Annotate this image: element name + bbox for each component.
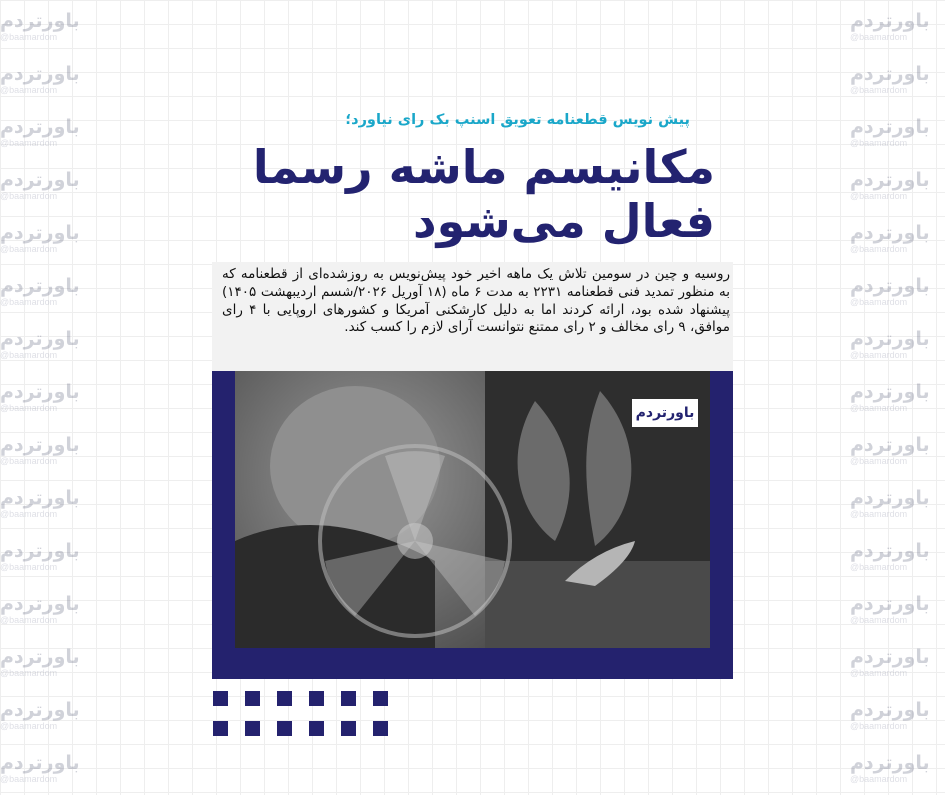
photo-logo: باورتردم [632,399,698,427]
watermark-logo: باورتردم [0,434,80,456]
watermark-handle: @baamardom [850,668,908,678]
watermark-item [0,0,95,53]
watermark-item [850,424,945,477]
watermark-item [0,689,95,742]
watermark-logo: باورتردم [0,328,80,350]
watermark-logo: باورتردم [0,699,80,721]
watermark-logo: باورتردم [850,699,930,721]
watermark-handle: @baamardom [0,456,58,466]
decor-square [277,721,292,736]
watermark-logo: باورتردم [850,328,930,350]
watermark-item [0,477,95,530]
watermark-column-right [850,0,945,784]
watermark-logo: باورتردم [850,487,930,509]
watermark-logo: باورتردم [850,540,930,562]
watermark-item [850,318,945,371]
watermark-handle: @baamardom [850,615,908,625]
decor-square [245,721,260,736]
watermark-item [0,265,95,318]
decor-square [373,691,388,706]
watermark-logo: باورتردم [850,169,930,191]
decor-square [213,721,228,736]
watermark-item [0,53,95,106]
watermark-item [850,0,945,53]
watermark-handle: @baamardom [850,32,908,42]
watermark-logo: باورتردم [0,381,80,403]
radiation-center [397,523,433,559]
watermark-handle: @baamardom [0,562,58,572]
watermark-item [850,106,945,159]
watermark-item [850,53,945,106]
watermark-logo: باورتردم [0,646,80,668]
watermark-logo: باورتردم [850,116,930,138]
watermark-handle: @baamardom [850,85,908,95]
decor-square [341,721,356,736]
watermark-handle: @baamardom [850,509,908,519]
watermark-logo: باورتردم [0,169,80,191]
news-photo [235,371,710,648]
decorative-squares [213,691,393,741]
watermark-handle: @baamardom [850,138,908,148]
watermark-handle: @baamardom [850,456,908,466]
watermark-handle: @baamardom [0,509,58,519]
watermark-item [850,159,945,212]
watermark-handle: @baamardom [0,774,58,784]
watermark-handle: @baamardom [0,85,58,95]
watermark-item [850,212,945,265]
watermark-handle: @baamardom [850,297,908,307]
watermark-logo: باورتردم [0,593,80,615]
watermark-handle: @baamardom [0,191,58,201]
watermark-logo: باورتردم [850,63,930,85]
watermark-item [850,530,945,583]
watermark-logo: باورتردم [850,752,930,774]
watermark-item [0,636,95,689]
watermark-item [850,742,945,795]
watermark-logo: باورتردم [0,10,80,32]
watermark-handle: @baamardom [850,350,908,360]
watermark-handle: @baamardom [0,615,58,625]
decor-square [245,691,260,706]
watermark-logo: باورتردم [850,434,930,456]
watermark-logo: باورتردم [850,381,930,403]
watermark-item [850,636,945,689]
watermark-handle: @baamardom [0,403,58,413]
watermark-logo: باورتردم [0,487,80,509]
watermark-handle: @baamardom [0,350,58,360]
watermark-column-left [0,0,95,784]
watermark-logo: باورتردم [0,275,80,297]
body-text: روسیه و چین در سومین تلاش یک ماهه اخیر خود پیش‌نویس به روزشده‌ای از قطعنامه که به منظور تمدید فنی قطعنامه ۲۲۳۱ به مدت ۶ ماه (۱۸ آوریل ۲۰۲۶/شسم اردیبهشت ۱۴۰۵) پیشنهاد شده بود، ارائه کردند اما به دلیل کارشکنی آمریکا و کشورهای اروپایی با ۴ رای موافق، ۹ رای مخالف و ۲ رای ممتنع نتوانست آرای لازم را کسب کند. [222,266,730,336]
watermark-item [850,689,945,742]
watermark-item [0,106,95,159]
watermark-item [0,159,95,212]
watermark-handle: @baamardom [850,562,908,572]
watermark-item [0,742,95,795]
watermark-handle: @baamardom [0,297,58,307]
decor-square [309,721,324,736]
watermark-handle: @baamardom [0,244,58,254]
watermark-item [850,477,945,530]
watermark-handle: @baamardom [0,721,58,731]
watermark-item [0,583,95,636]
watermark-item [0,318,95,371]
kicker-subtitle: پیش نویس قطعنامه تعویق اسنپ بک رای نیاورد؛ [345,112,690,128]
watermark-logo: باورتردم [850,593,930,615]
watermark-logo: باورتردم [0,116,80,138]
watermark-handle: @baamardom [0,32,58,42]
watermark-logo: باورتردم [0,540,80,562]
watermark-logo: باورتردم [850,646,930,668]
watermark-item [850,371,945,424]
watermark-handle: @baamardom [850,191,908,201]
watermark-handle: @baamardom [0,138,58,148]
watermark-logo: باورتردم [850,275,930,297]
watermark-logo: باورتردم [0,752,80,774]
watermark-handle: @baamardom [850,721,908,731]
watermark-logo: باورتردم [850,10,930,32]
watermark-logo: باورتردم [850,222,930,244]
decor-square [277,691,292,706]
watermark-item [850,583,945,636]
watermark-handle: @baamardom [850,244,908,254]
watermark-handle: @baamardom [850,403,908,413]
decor-square [309,691,324,706]
watermark-item [0,424,95,477]
headline: مکانیسم ماشه رسما فعال می‌شود [252,140,715,248]
watermark-logo: باورتردم [0,222,80,244]
decor-square [373,721,388,736]
decor-square [341,691,356,706]
watermark-handle: @baamardom [850,774,908,784]
watermark-item [0,371,95,424]
watermark-item [850,265,945,318]
watermark-handle: @baamardom [0,668,58,678]
watermark-logo: باورتردم [0,63,80,85]
watermark-item [0,530,95,583]
watermark-item [0,212,95,265]
decor-square [213,691,228,706]
